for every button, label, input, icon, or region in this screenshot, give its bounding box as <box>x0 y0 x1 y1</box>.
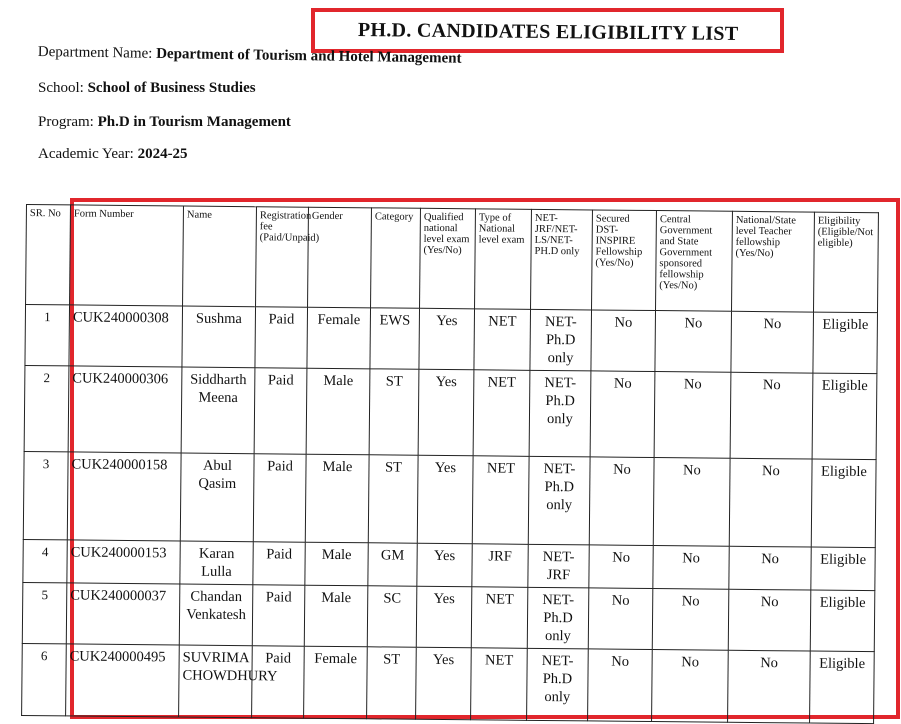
cell-inspire: No <box>591 310 656 372</box>
cell-fee: Paid <box>254 368 307 454</box>
cell-net-type: NET-Ph.D only <box>527 587 589 649</box>
eligibility-table <box>21 204 879 724</box>
cell-sr: 1 <box>25 305 70 366</box>
cell-eligibility: Eligible <box>813 312 878 374</box>
cell-net-type: NET-Ph.D only <box>528 456 590 545</box>
cell-qualified: Yes <box>418 369 474 456</box>
cell-name: Chandan Venkatesh <box>179 584 253 646</box>
table-row <box>25 305 878 374</box>
cell-fee: Paid <box>255 307 308 368</box>
cell-inspire: No <box>589 457 654 546</box>
header-name: Name <box>183 206 257 307</box>
cell-name: Karan Lulla <box>180 541 253 585</box>
cell-eligibility: Eligible <box>810 651 875 724</box>
cell-gender: Male <box>305 542 368 586</box>
header-eligibility: Eligibility (Eligible/Not eligible) <box>813 212 878 313</box>
cell-name: Siddharth Meena <box>181 367 255 454</box>
table-header-row <box>26 205 879 313</box>
cell-name: Abul Qasim <box>180 453 254 542</box>
header-form-number: Form Number <box>70 205 184 306</box>
cell-exam-type: NET <box>471 587 528 649</box>
cell-national-state: No <box>729 546 811 590</box>
header-gender: Gender <box>308 207 372 308</box>
cell-exam-type: NET <box>473 370 530 457</box>
cell-sr: 3 <box>23 451 68 539</box>
table-row <box>24 365 877 459</box>
cell-net-type: NET-Ph.D only <box>530 309 592 371</box>
header-sr: SR. No <box>26 205 71 305</box>
cell-category: ST <box>368 455 418 543</box>
academic-year-line <box>38 146 188 163</box>
cell-gender: Female <box>304 646 368 719</box>
cell-qualified: Yes <box>416 647 472 720</box>
table-row <box>22 582 875 651</box>
cell-central: No <box>654 372 731 459</box>
school-label: School: <box>38 80 84 96</box>
cell-form-number: CUK240000495 <box>66 644 180 717</box>
cell-sr: 2 <box>24 365 69 451</box>
cell-qualified: Yes <box>417 455 473 544</box>
cell-fee: Paid <box>252 646 305 718</box>
cell-national-state: No <box>730 372 813 459</box>
header-central-state: Central Government and State Government sponsored fellowship (Yes/No) <box>656 211 733 312</box>
cell-sr: 6 <box>22 643 67 715</box>
cell-category: ST <box>367 647 417 719</box>
department-label: Department Name: <box>37 44 153 62</box>
cell-exam-type: JRF <box>472 544 528 588</box>
cell-exam-type: NET <box>474 309 531 371</box>
cell-inspire: No <box>590 371 655 458</box>
cell-central: No <box>653 546 729 590</box>
cell-net-type: NET-JRF <box>528 544 589 588</box>
table-row <box>23 451 876 547</box>
cell-national-state: No <box>731 311 814 373</box>
cell-form-number: CUK240000153 <box>67 540 180 584</box>
cell-eligibility: Eligible <box>811 547 875 591</box>
cell-fee: Paid <box>253 454 306 542</box>
cell-sr: 4 <box>23 539 67 582</box>
cell-exam-type: NET <box>472 456 529 545</box>
cell-gender: Male <box>305 454 369 543</box>
cell-national-state: No <box>728 650 811 723</box>
cell-inspire: No <box>588 588 653 650</box>
cell-gender: Male <box>304 585 368 647</box>
cell-form-number: CUK240000158 <box>67 452 181 541</box>
cell-eligibility: Eligible <box>810 590 875 652</box>
cell-net-type: NET-Ph.D only <box>529 370 591 457</box>
program-line <box>38 114 291 131</box>
school-value: School of Business Studies <box>87 80 256 96</box>
header-net-type: NET-JRF/NET-LS/NET-PH.D only <box>531 209 593 310</box>
cell-gender: Male <box>306 368 370 455</box>
cell-sr: 5 <box>22 582 67 643</box>
department-value: Department of Tourism and Hotel Management <box>156 45 462 67</box>
cell-category: EWS <box>370 308 420 369</box>
header-qualified-exam: Qualified national level exam (Yes/No) <box>420 208 476 309</box>
cell-name: SUVRIMA CHOWDHURY <box>179 645 253 718</box>
cell-eligibility: Eligible <box>812 373 877 460</box>
cell-fee: Paid <box>253 542 305 585</box>
cell-inspire: No <box>589 545 653 589</box>
cell-gender: Female <box>307 307 371 369</box>
program-label: Program: <box>38 114 94 130</box>
header-category: Category <box>371 208 421 308</box>
cell-category: GM <box>368 543 417 586</box>
cell-qualified: Yes <box>419 308 475 370</box>
cell-central: No <box>655 311 732 373</box>
cell-net-type: NET-Ph.D only <box>527 648 589 721</box>
page-title: PH.D. CANDIDATES ELIGIBILITY LIST <box>357 19 739 45</box>
school-line <box>38 80 256 97</box>
cell-category: SC <box>367 586 417 647</box>
cell-inspire: No <box>588 649 653 722</box>
cell-qualified: Yes <box>417 543 472 587</box>
cell-central: No <box>652 589 729 651</box>
cell-form-number: CUK240000308 <box>69 305 183 367</box>
header-national-state: National/State level Teacher fellowship (Yes/No) <box>732 211 815 312</box>
header-registration-fee: Registration fee (Paid/Unpaid) <box>256 207 309 307</box>
cell-fee: Paid <box>252 585 305 646</box>
header-exam-type: Type of National level exam <box>475 209 532 310</box>
cell-form-number: CUK240000037 <box>66 583 180 645</box>
header-inspire: Secured DST-INSPIRE Fellowship (Yes/No) <box>592 210 657 311</box>
program-value: Ph.D in Tourism Management <box>97 114 291 130</box>
cell-category: ST <box>369 369 419 455</box>
academic-year-value: 2024-25 <box>137 146 188 162</box>
cell-national-state: No <box>729 458 812 547</box>
cell-central: No <box>653 458 730 547</box>
cell-exam-type: NET <box>471 648 528 721</box>
cell-eligibility: Eligible <box>811 459 876 548</box>
academic-year-label: Academic Year: <box>38 146 134 162</box>
cell-central: No <box>652 650 729 723</box>
cell-national-state: No <box>728 589 811 651</box>
cell-qualified: Yes <box>416 586 472 648</box>
cell-name: Sushma <box>182 306 256 368</box>
table-row <box>22 643 875 723</box>
cell-form-number: CUK240000306 <box>68 366 182 453</box>
